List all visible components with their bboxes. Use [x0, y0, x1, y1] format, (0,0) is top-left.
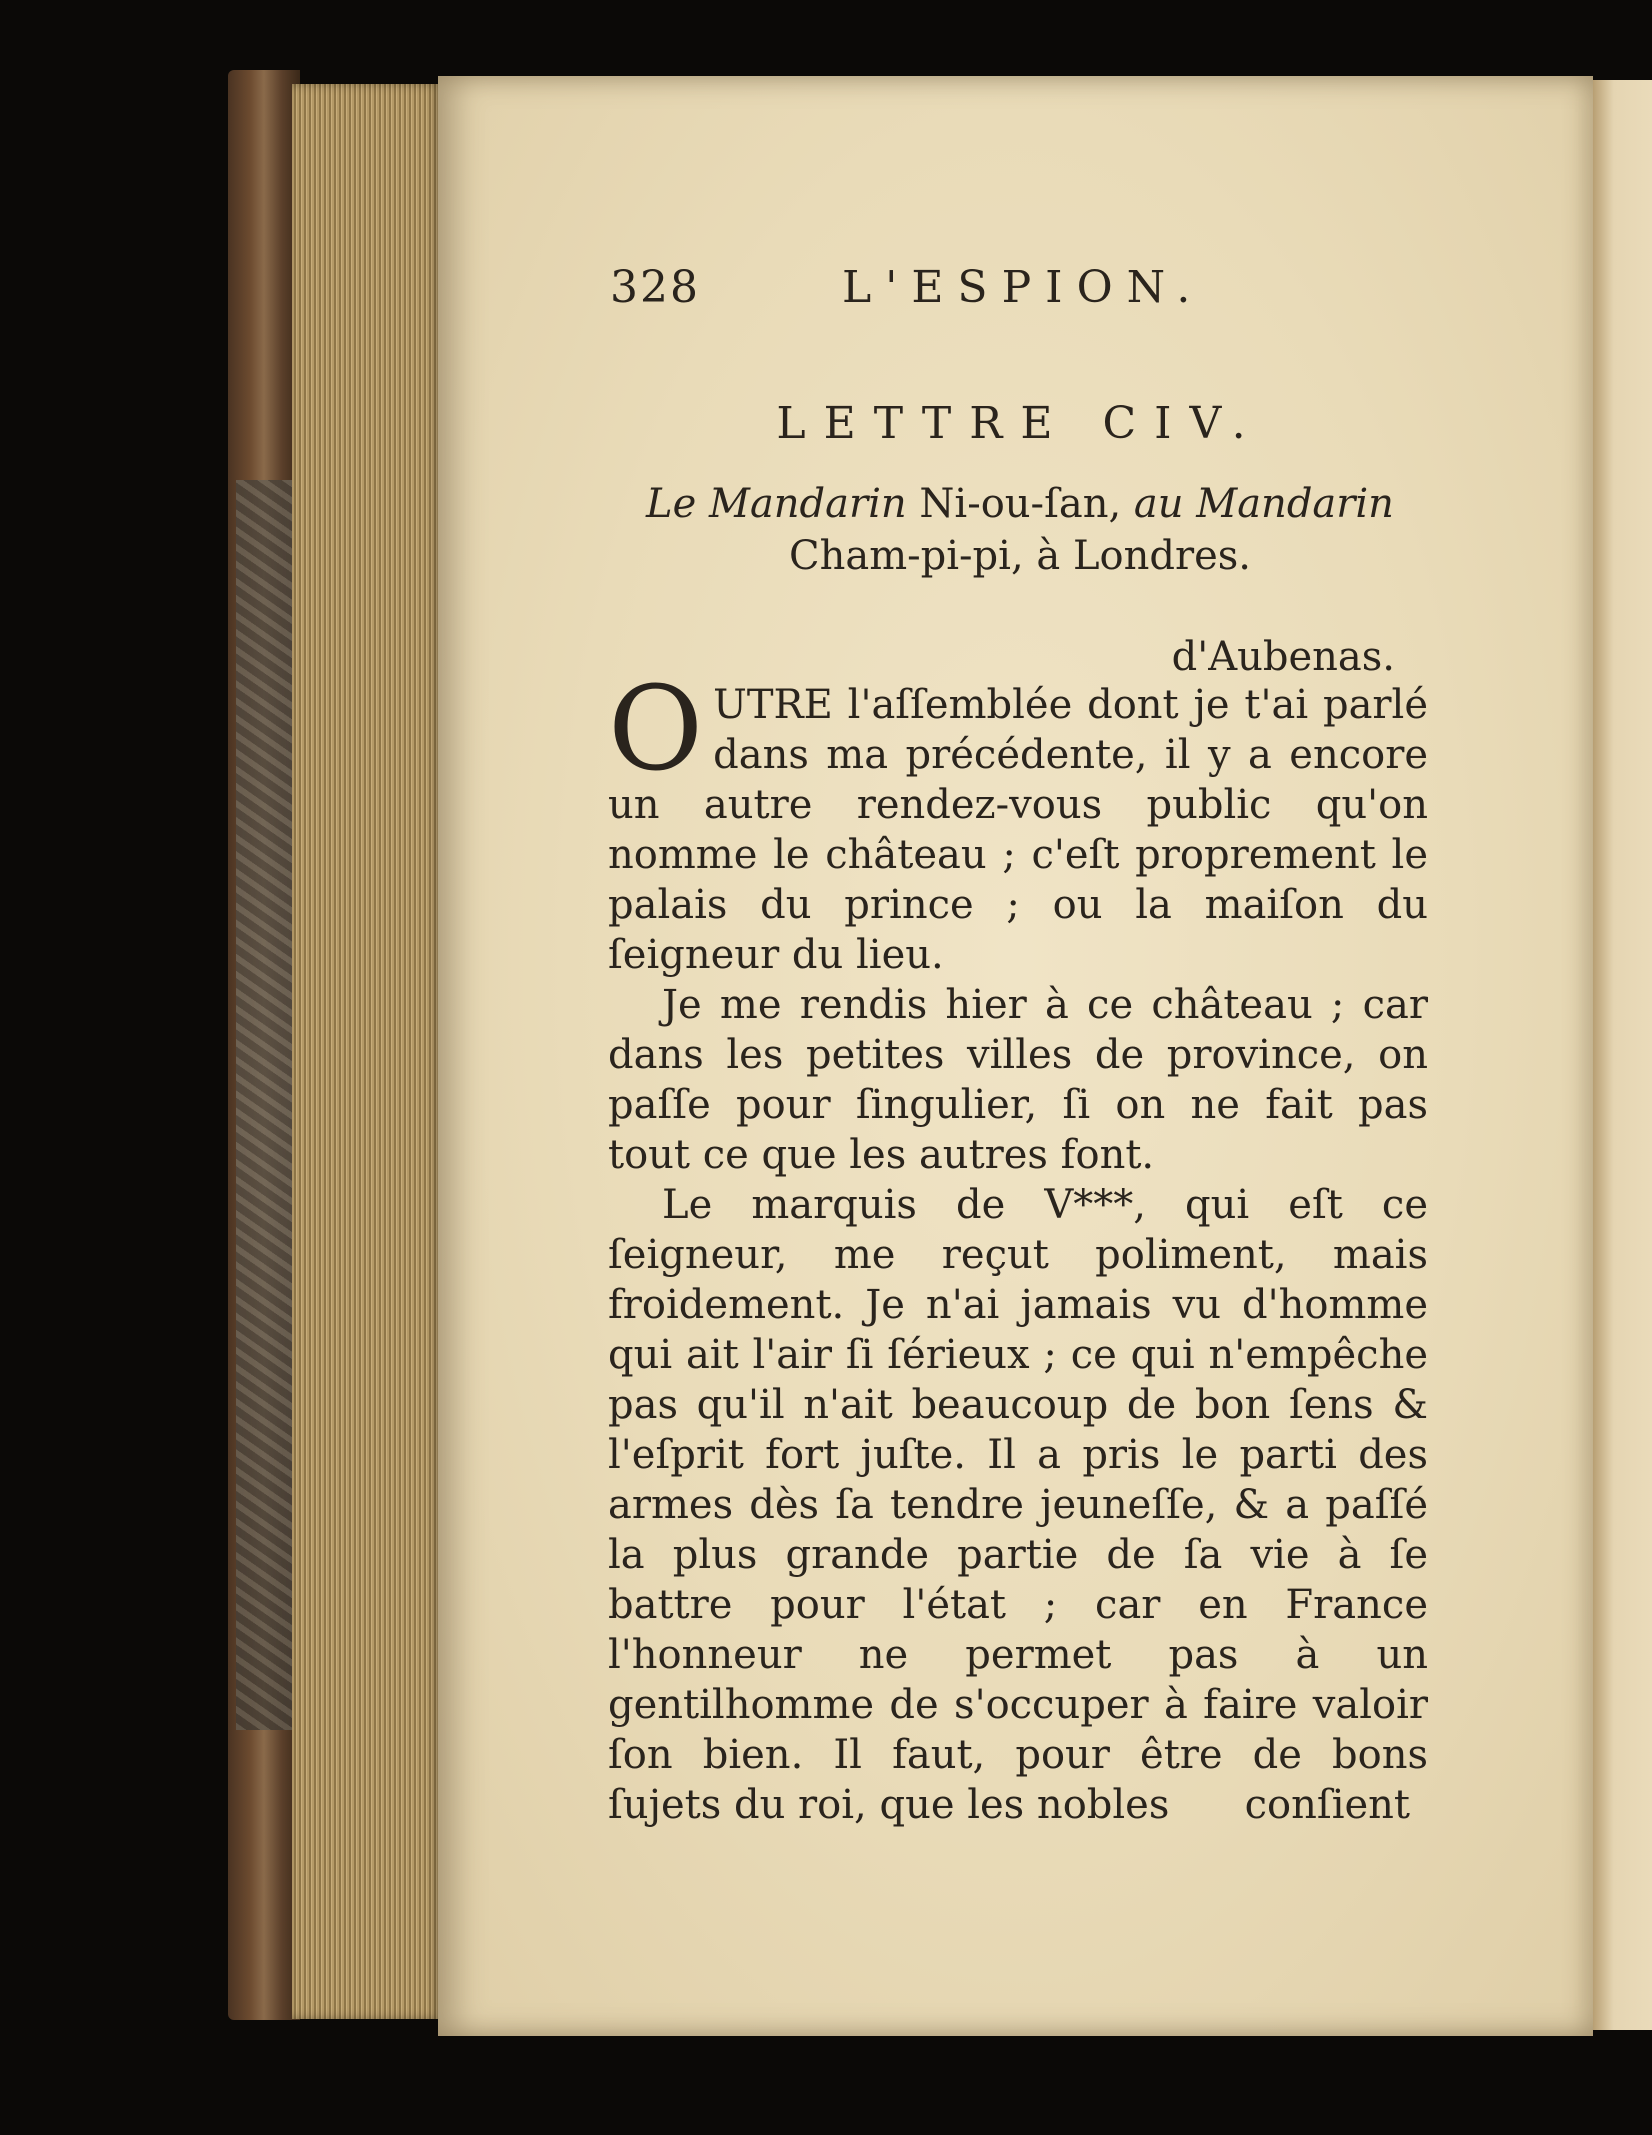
letter-body [608, 662, 1428, 1830]
facing-page-edge [1593, 80, 1652, 2030]
page-edges [292, 84, 442, 2019]
address-part-1: Le Mandarin [646, 481, 907, 527]
address-part-3: au Mandarin [1133, 481, 1394, 527]
page-number: 328 [610, 262, 700, 313]
address-part-4: Cham-pi-pi, à Londres. [788, 533, 1251, 579]
paragraph-1-text: UTRE l'aſſemblée dont je t'ai parlé dans ma précédente, il y a encore un autre rendez-vous public qu'on nomme le château ; c'eſt proprement le palais du prince ; ou la maiſon du ſeigneur du lieu. [608, 682, 1428, 978]
paragraph-2: Je me rendis hier à ce château ; car dans les petites villes de province, on paſſe pour ſingulier, ſi on ne fait pas tout ce que les autres font. [608, 982, 1428, 1178]
running-title: L'ESPION. [842, 262, 1205, 313]
running-head [610, 262, 1410, 322]
catchword: conſient [1244, 1782, 1410, 1828]
drop-cap: O [608, 662, 704, 797]
letter-address [600, 478, 1440, 582]
paragraph-1 [608, 662, 1428, 980]
address-part-2: Ni-ou-ſan, [919, 481, 1122, 527]
marbled-cover [236, 480, 292, 1730]
letter-heading: LETTRE CIV. [776, 398, 1264, 449]
paragraph-3: Le marquis de V***, qui eſt ce ſeigneur, me reçut poliment, mais froidement. Je n'ai jamais vu d'homme qui ait l'air ſi ſérieux ; ce qui n'empêche pas qu'il n'ait beaucoup de bon ſens & l'eſprit fort juſte. Il a pris le parti des armes dès ſa tendre jeuneſſe, & a paſſé la plus grande partie de ſa vie à ſe battre pour l'état ; car en France l'honneur ne permet pas à un gentilhomme de s'occuper à faire valoir ſon bien. Il faut, pour être de bons ſujets du roi, que les nobles [608, 1182, 1428, 1828]
letter-place: d'Aubenas. [1171, 634, 1395, 680]
